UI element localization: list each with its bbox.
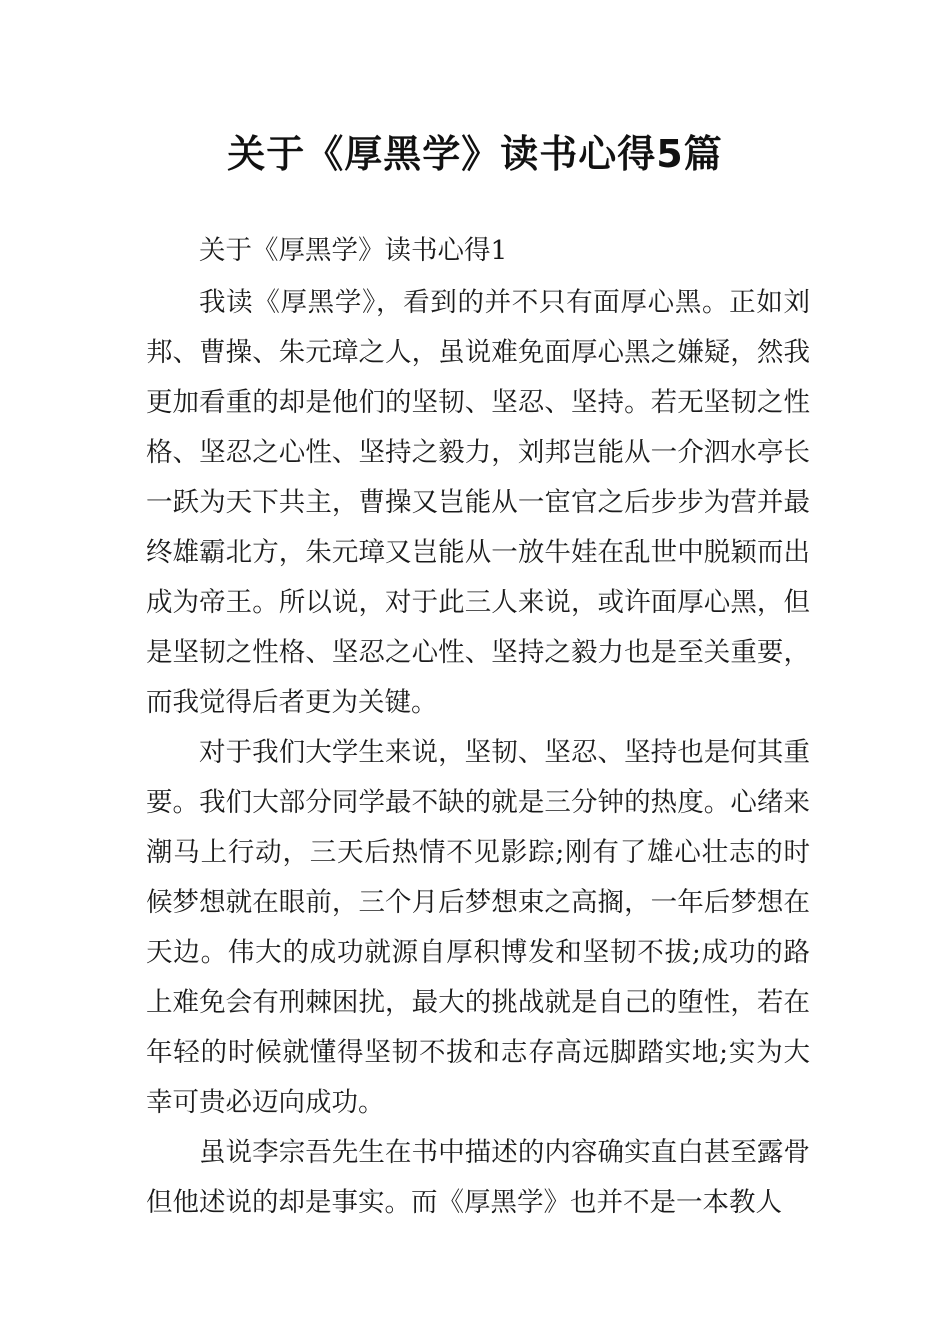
section-heading: 关于《厚黑学》读书心得1 [199,235,508,266]
document-title: 关于《厚黑学》读书心得5篇 [227,132,723,176]
paragraph: 我读《厚黑学》，看到的并不只有面厚心黑。正如刘邦、曹操、朱元璋之人，虽说难免面厚心黑之嫌疑，然我更加看重的却是他们的坚韧、坚忍、坚持。若无坚韧之性格、坚忍之心性、坚持之毅力，刘邦岂能从一介泗水亭长一跃为天下共主，曹操又岂能从一宦官之后步步为营并最终雄霸北方，朱元璋又岂能从一放牛娃在乱世中脱颖而出成为帝王。所以说，对于此三人来说，或许面厚心黑，但是坚韧之性格、坚忍之心性、坚持之毅力也是至关重要，而我觉得后者更为关键。 [146,287,810,718]
paragraph: 对于我们大学生来说，坚韧、坚忍、坚持也是何其重要。我们大部分同学最不缺的就是三分钟的热度。心绪来潮马上行动，三天后热情不见影踪;刚有了雄心壮志的时候梦想就在眼前，三个月后梦想束之高搁，一年后梦想在天边。伟大的成功就源自厚积博发和坚韧不拔;成功的路上难免会有刑棘困扰，最大的挑战就是自己的堕性，若在年轻的时候就懂得坚韧不拔和志存高远脚踏实地;实为大幸可贵必迈向成功。 [146,737,810,1118]
document-body [146,226,810,1228]
paragraph: 虽说李宗吾先生在书中描述的内容确实直白甚至露骨但他述说的却是事实。而《厚黑学》也并不是一本教人 [146,1137,810,1218]
